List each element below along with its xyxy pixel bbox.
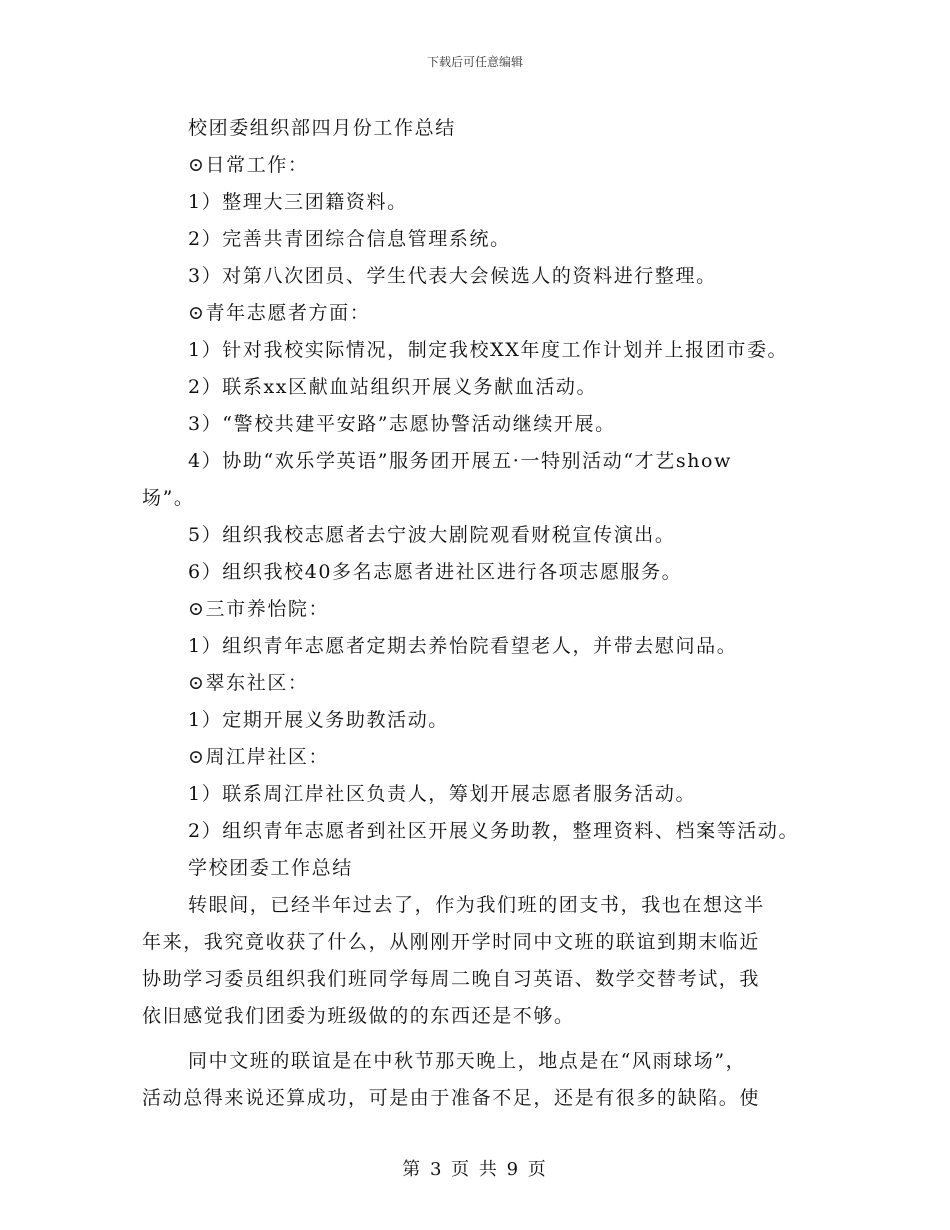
section-heading: ⊙三市养怡院：	[188, 598, 330, 620]
document-body	[142, 110, 832, 1117]
list-item: 5）组织我校志愿者去宁波大剧院观看财税宣传演出。	[188, 524, 676, 546]
paragraph-line: 转眼间，已经半年过去了，作为我们班的团支书，我也在想这半	[188, 894, 765, 916]
list-item: 1）针对我校实际情况，制定我校XX年度工作计划并上报团市委。	[188, 339, 789, 361]
page-number: 第 3 页 共 9 页	[402, 1159, 548, 1180]
list-item: 3）对第八次团员、学生代表大会候选人的资料进行整理。	[188, 265, 717, 287]
list-item-continuation: 场”。	[142, 487, 195, 509]
paragraph-line: 依旧感觉我们团委为班级做的的东西还是不够。	[142, 1005, 575, 1027]
list-item: 4）协助“欢乐学英语”服务团开展五·一特别活动“才艺show	[188, 450, 732, 472]
section-heading: ⊙翠东社区：	[188, 672, 309, 694]
list-item: 1）定期开展义务助教活动。	[188, 709, 449, 731]
paragraph-line: 活动总得来说还算成功，可是由于准备不足，还是有很多的缺陷。使	[142, 1087, 761, 1109]
list-item: 3）“警校共建平安路”志愿协警活动继续开展。	[188, 413, 616, 435]
page-header: 下载后可任意编辑	[426, 55, 523, 69]
list-item: 6）组织我校40多名志愿者进社区进行各项志愿服务。	[188, 561, 683, 583]
section-heading: ⊙周江岸社区：	[188, 746, 330, 768]
section-heading: ⊙青年志愿者方面：	[188, 302, 371, 324]
section-title: 学校团委工作总结	[188, 857, 353, 879]
list-item: 1）整理大三团籍资料。	[188, 191, 408, 213]
section-heading: ⊙日常工作：	[188, 154, 309, 176]
list-item: 1）联系周江岸社区负责人，筹划开展志愿者服务活动。	[188, 783, 697, 805]
list-item: 1）组织青年志愿者定期去养怡院看望老人，并带去慰问品。	[188, 635, 738, 657]
section-title: 校团委组织部四月份工作总结	[188, 117, 456, 139]
list-item: 2）组织青年志愿者到社区开展义务助教，整理资料、档案等活动。	[188, 820, 800, 842]
list-item: 2）联系xx区献血站组织开展义务献血活动。	[188, 376, 598, 398]
paragraph-line: 年来，我究竟收获了什么，从刚刚开学时同中文班的联谊到期末临近	[142, 931, 761, 953]
paragraph-line: 协助学习委员组织我们班同学每周二晚自习英语、数学交替考试，我	[142, 968, 761, 990]
paragraph-line: 同中文班的联谊是在中秋节那天晚上，地点是在“风雨球场”，	[188, 1050, 747, 1072]
list-item: 2）完善共青团综合信息管理系统。	[188, 228, 511, 250]
